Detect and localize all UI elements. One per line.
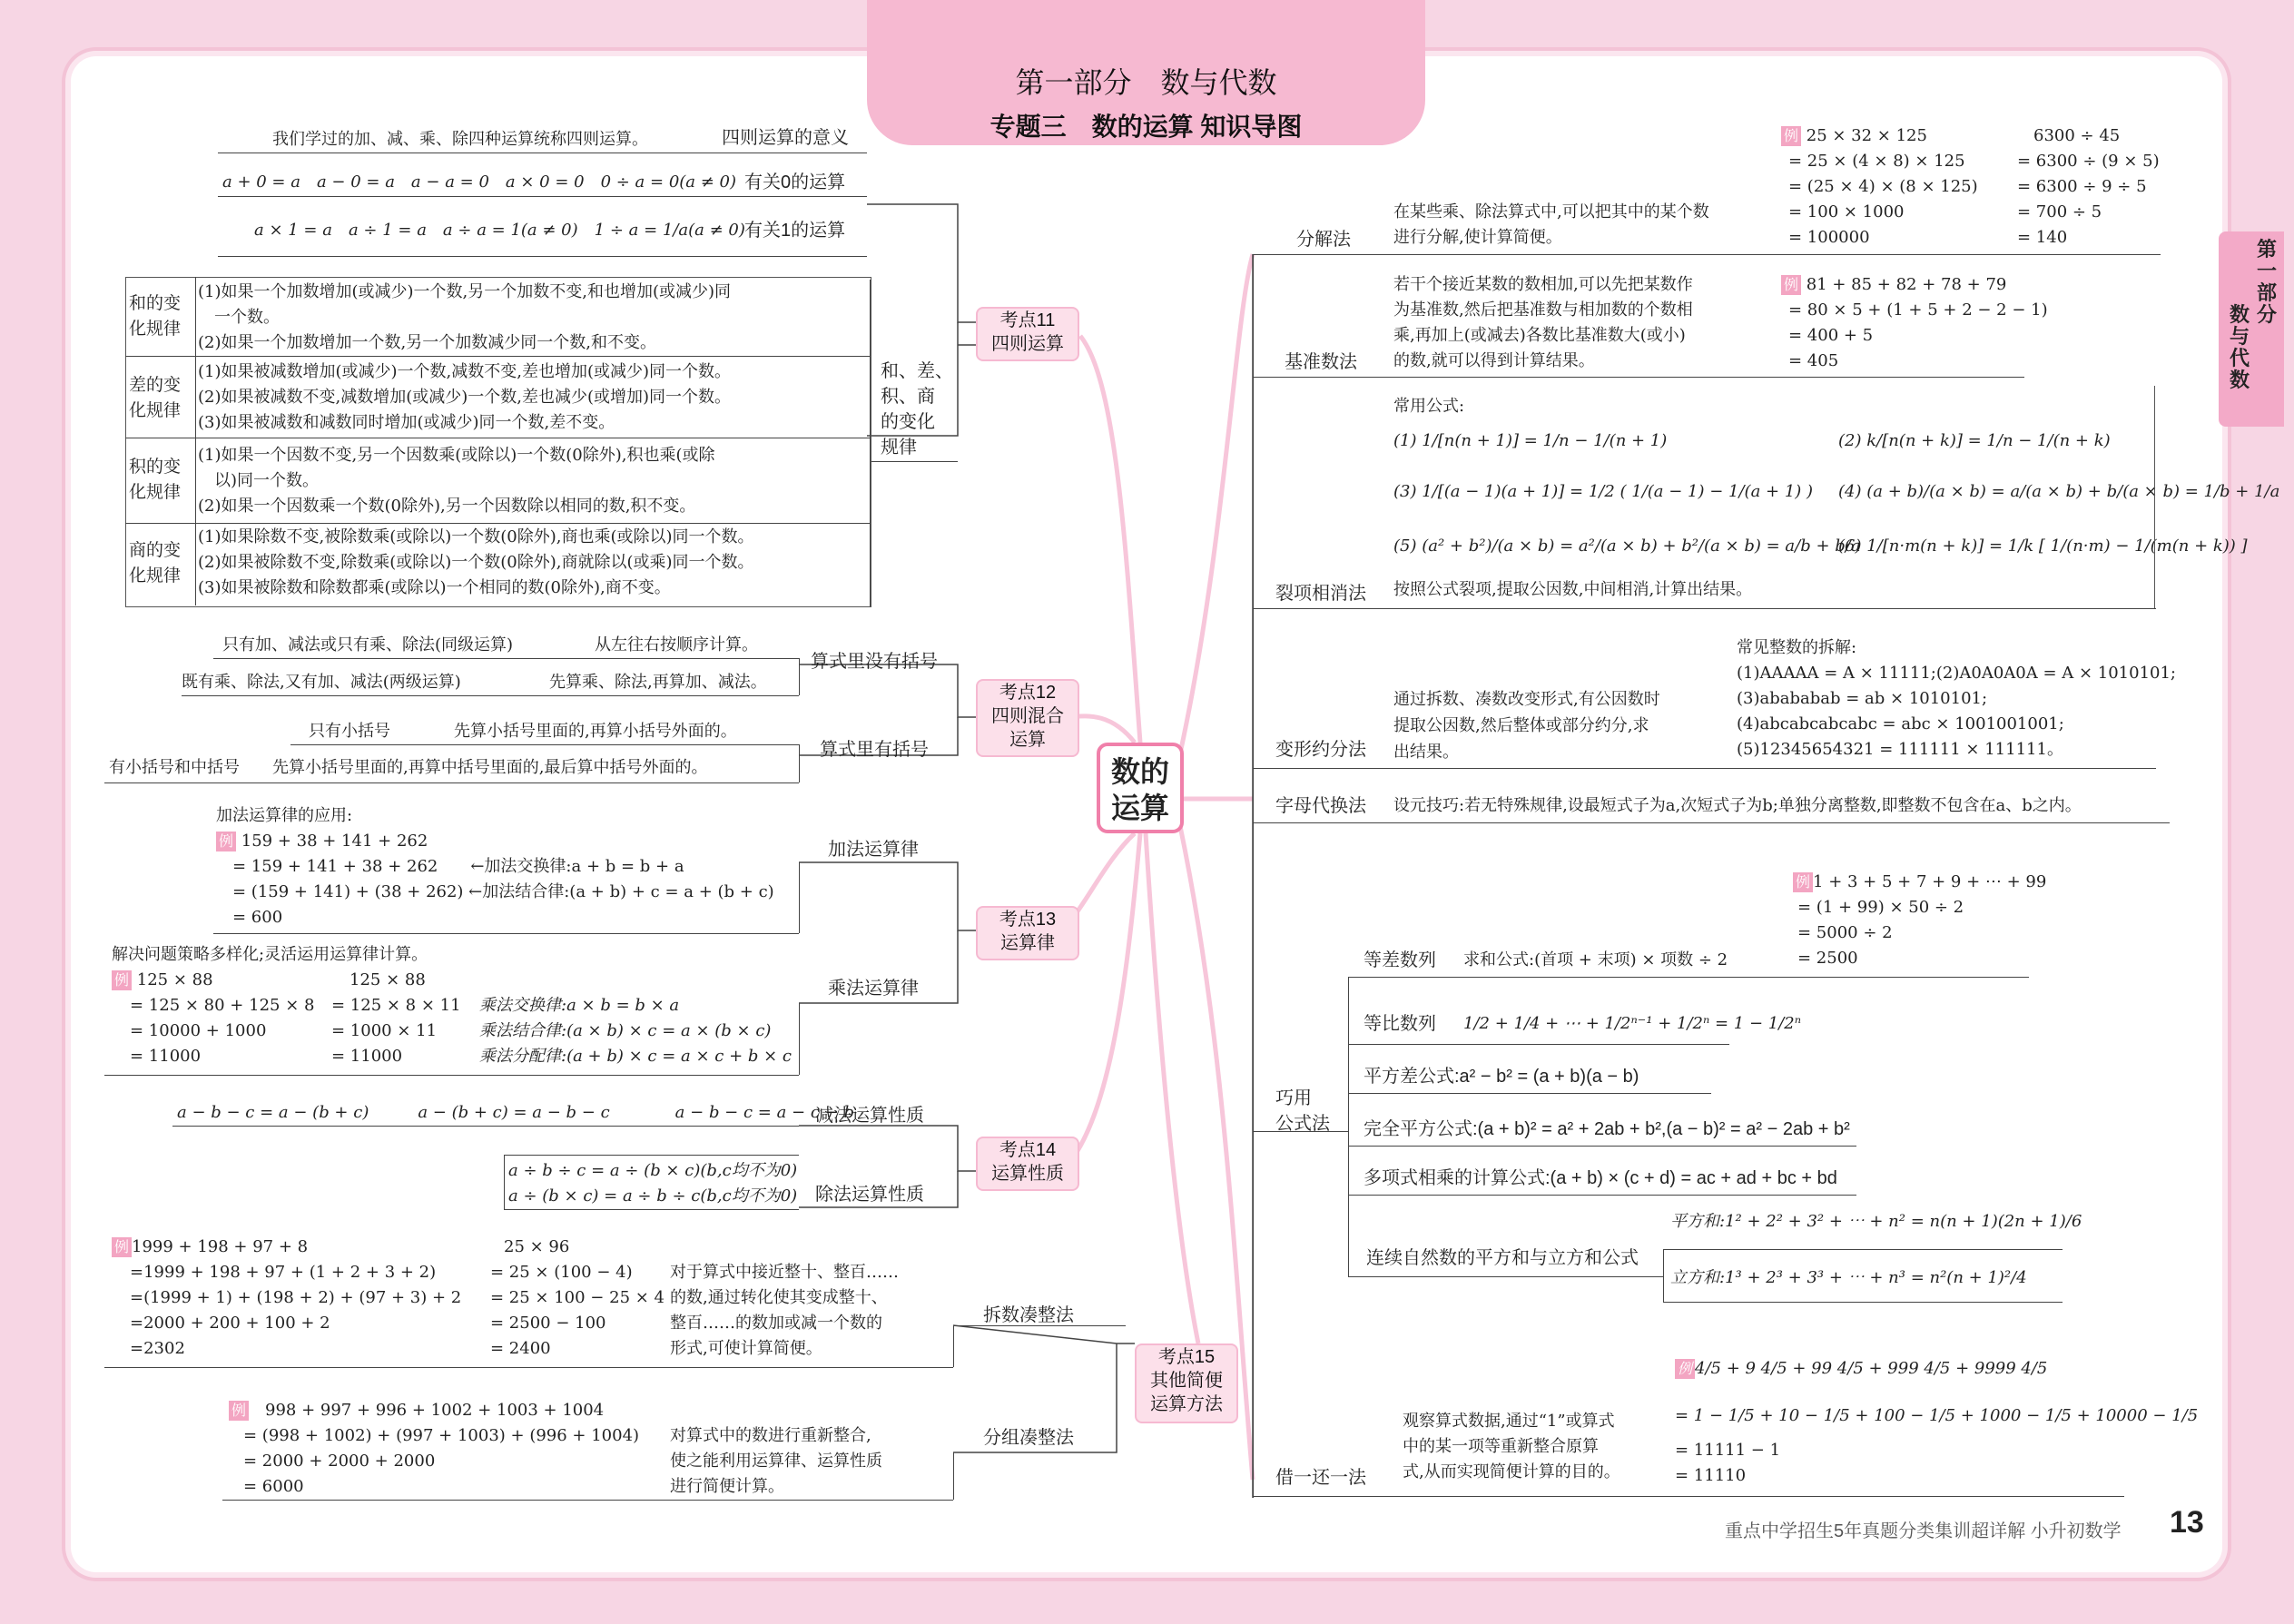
zero-rules: a + 0 = a a − 0 = a a − a = 0 a × 0 = 0 0 ÷ a = 0(a ≠ 0) [222, 172, 737, 192]
topic-title: 专题三 数的运算 知识导图 [989, 113, 1303, 141]
fj-c1-3: = (25 × 4) × (8 × 125) [1788, 177, 1978, 196]
mul-c2-2: = 125 × 8 × 11 [331, 996, 461, 1015]
zm-text: 设元技巧:若无特殊规律,设最短式子为a,次短式子为b;单独分离整数,即整数不包含在a、b之内。 [1393, 796, 2082, 815]
fj-c2-4: = 700 ÷ 5 [2017, 202, 2102, 221]
fj-c2-5: = 140 [2017, 228, 2068, 247]
sq-formula: 平方和:1² + 2² + 3² + ⋯ + n² = n(n + 1)(2n + 1)/6 [1670, 1212, 2082, 1231]
mul-c2-1: 125 × 88 [350, 970, 426, 989]
no-paren-case2: 既有乘、除法,又有加、减法(两级运算) [182, 673, 461, 692]
page-number: 13 [2170, 1505, 2204, 1540]
bx-line4: (5)12345654321 = 111111 × 111111。 [1737, 740, 2063, 759]
part-title: 第一部分 数与代数 [1015, 66, 1277, 99]
zero-label: 有关0的运算 [744, 172, 846, 192]
fj-label: 分解法 [1296, 230, 1351, 250]
one-label: 有关1的运算 [744, 221, 846, 241]
paren-label: 算式里有括号 [820, 740, 929, 760]
page: 第一部分 数与代数 专题三 数的运算 知识导图 第一部分 数与代数 数的运算 考点11 四则运算 考点12 四则混合 运算 考点13 运算律 考点14 运算性质 考点15 其他简便 运算方法 我们学过的加、减、乘、除四种运算统称四则运算。 四则运算的意义 a + 0 = a a − 0 = a a − a = 0 a × 0 = 0 0 ÷ a = 0(a ≠ 0) 有关0的运算 a × 1 = a a ÷ 1 = a a ÷ a = 1(a ≠ 0) 1 ÷ a = 1/a(a ≠ 0) 有关1的运算 和、差、 积、商 的变化 规律 和的变 化规律 (1)如果一个加数增加(或减少)一个数,另一个加数不变,和也增加(或减少)同 一个数。 (2)如果一个加数增加一个数,另一个加数减少同一个数,和不变。 差的变 化规律 (1)如果被减数增加(或减少)一个数,减数不变,差也增加(或减少)同一个数。 (2)如果被减数不变,减数增加(或减少)一个数,差也减少(或增加)同一个数。 (3)如果被减数和减数同时增加(或减少)同一个数,差不变。 积的变 化规律 (1)如果一个因数不变,另一个因数乘(或除以)一个数(0除外),积也乘(或除 以)同一个数。 (2)如果一个因数乘一个数(0除外),另一个因数除以相同的数,积不变。 商的变 化规律 (1)如果除数不变,被除数乘(或除以)一个数(0除外),商也乘(或除以)同一个数。 (2)如果被除数不变,除数乘(或除以)一个数(0除外),商就除以(或乘)同一个数。 (3)如果被除数和除数都乘(或除以)一个相同的数(0除外),商不变。 只有加、减法或只有乘、除法(同级运算) 从左往右按顺序计算。 既有乘、除法,又有加、减法(两级运算) 先算乘、除法,再算加、减法。 算式里没有括号 只有小括号 先算小括号里面的,再算小括号外面的。 有小括号和中括号 先算小括号里面的,再算中括号里面的,最后算中括号外面的。 算式里有括号 加法运算律的应用: 例 159 + 38 + 141 + 262 = 159 + 141 + 38 + 262 ←加法交换律:a + b = b + a = (159 + 141) + (38 + 262) ←加法结合律:(a + b) + c = a + (b + c) = 600 加法运算律 解决问题策略多样化;灵活运用运算律计算。 例 125 × 88 = 125 × 80 + 125 × 8 = 10000 + 1000 = 11000 125 × 88 = 125 × 8 × 11 = 1000 × 11 = 11000 乘法交换律:a × b = b × a 乘法结合律:(a × b) × c = a × (b × c) 乘法分配律:(a + b) × c = a × c + b × c 乘法运算律 a − b − c = a − (b + c) a − (b + c) = a − b − c a − b − c = a − c − b 减法运算性质 a ÷ b ÷ c = a ÷ (b × c)(b,c均不为0) a ÷ (b × c) = a ÷ b ÷ c(b,c均不为0) 除法运算性质 例 1999 + 198 + 97 + 8 =1999 + 198 + 97 + (1 + 2 + 3 + 2) =(1999 + 1) + (198 + 2) + (97 + 3) + 2 =2000 + 200 + 100 + 2 =2302 25 × 96 = 25 × (100 − 4) = 25 × 100 − 25 × 4 = 2500 − 100 = 2400 对于算式中接近整十、整百…… 的数,通过转化使其变成整十、 整百……的数加或减一个数的 形式,可使计算简便。 拆数凑整法 例 998 + 997 + 996 + 1002 + 1003 + 1004 = (998 + 1002) + (997 + 1003) + (996 + 1004) = 2000 + 2000 + 2000 = 6000 对算式中的数进行重新整合, 使之能利用运算律、运算性质 进行简便计算。 分组凑整法 分解法 在某些乘、除法算式中,可以把其中的某个数 进行分解,使计算简便。 例 25 × 32 × 125 = 25 × (4 × 8) × 125 = (25 × 4) × (8 × 125) = 100 × 1000 = 100000 6300 ÷ 45 = 6300 ÷ (9 × 5) = 6300 ÷ 9 ÷ 5 = 700 ÷ 5 = 140 基准数法 若干个接近某数的数相加,可以先把某数作 为基准数,然后把基准数与相加数的个数相 乘,再加上(或减去)各数比基准数大(或小) 的数,就可以得到计算结果。 例 81 + 85 + 82 + 78 + 79 = 80 × 5 + (1 + 5 + 2 − 2 − 1) = 400 + 5 = 405 常用公式: (1) 1/[n(n + 1)] = 1/n − 1/(n + 1) (2) k/[n(n + k)] = 1/n − 1/(n + k) (3) 1/[(a − 1)(a + 1)] = 1/2 ( 1/(a − 1) − 1/(a + 1) ) (4) (a + b)/(a × b) = a/(a × b) + b/(a × b) = 1/b + 1/a (5) (a² + b²)/(a × b) = a²/(a × b) + b²/(a × b) = a/b + b/a (6) 1/[n·m(n + k)] = 1/k [ 1/(n·m) − 1/(m(n + k)) ] 按照公式裂项,提取公因数,中间相消,计算出结果。 裂项相消法 通过拆数、凑数改变形式,有公因数时 提取公因数,然后整体或部分约分,求 出结果。 常见整数的拆解: (1)AAAAA = A × 11111;(2)A0A0A0A = A × 1010101; (3)abababab = ab × 1010101; (4)abcabcabcabc = abc × 1001001001; (5)12345654321 = 111111 × 111111。 变形约分法 字母代换法 设元技巧:若无特殊规律,设最短式子为a,次短式子为b;单独分离整数,即整数不包含在a、b之内。 例 1 + 3 + 5 + 7 + 9 + ⋯ + 99 = (1 + 99) × 50 ÷ 2 = 5000 ÷ 2 = 2500 等差数列 求和公式:(首项 + 末项) × 项数 ÷ 2 等比数列 1/2 + 1/4 + ⋯ + 1/2ⁿ⁻¹ + 1/2ⁿ = 1 − 1/2ⁿ 平方差公式:a² − b² = (a + b)(a − b) 完全平方公式:(a + b)² = a² + 2ab + b²,(a − b)² = a² − 2ab + b² 多项式相乘的计算公式:(a + b) × (c + d) = ac + ad + bc + bd 平方和:1² + 2² + 3² + ⋯ + n² = n(n + 1)(2n + 1)/6 立方和:1³ + 2³ + 3³ + ⋯ + n³ = n²(n + 1)²/4 连续自然数的平方和与立方和公式 巧用 公式法 例 4/5 + 9 4/5 + 99 4/5 + 999 4/5 + 9999 4/5 = 1 − 1/5 + 10 − 1/5 + 100 − 1/5 + 1000 − 1/5 + 10000 − 1/5 = 11111 − 1 = 11110 观察算式数据,通过“1”或算式 中的某一项等重新整合原算 式,从而实现简便计算的目的。 借一还一法 重点中学招生5年真题分类集训超详解 小升初数学 13 [0, 0, 2294, 1624]
split-c2-4: = 2500 − 100 [490, 1314, 606, 1333]
group-explain: 对算式中的数进行重新整合, 使之能利用运算律、运算性质 进行简便计算。 [670, 1426, 882, 1496]
jz-label: 基准数法 [1285, 352, 1357, 372]
quot-rules: (1)如果除数不变,被除数乘(或除以)一个数(0除外),商也乘(或除以)同一个数。 (2)如果被除数不变,除数乘(或除以)一个数(0除外),商就除以(或乘)同一个数。 (3)如果被除数和除数都乘(或除以)一个相同的数(0除外),商不变。 [198, 527, 754, 597]
fj-c2-1: 6300 ÷ 45 [2033, 126, 2121, 145]
mul-law2: 乘法结合律:(a × b) × c = a × (b × c) [479, 1021, 772, 1040]
diff-rules: (1)如果被减数增加(或减少)一个数,减数不变,差也增加(或减少)同一个数。 (2)如果被减数不变,减数增加(或减少)一个数,差也减少(或增加)同一个数。 (3)如果被减数和减数同时增加(或减少)同一个数,差不变。 [198, 362, 732, 432]
div-rule2: a ÷ (b × c) = a ÷ b ÷ c(b,c均不为0) [508, 1186, 798, 1206]
center-node: 数的运算 [1097, 743, 1184, 833]
dc-formula: 求和公式:(首项 + 末项) × 项数 ÷ 2 [1463, 950, 1728, 969]
split-c2-5: = 2400 [490, 1339, 551, 1358]
db-label: 等比数列 [1364, 1014, 1436, 1034]
no-paren-rule1: 从左往右按顺序计算。 [595, 635, 758, 655]
paren-rule1: 先算小括号里面的,再算小括号外面的。 [454, 722, 737, 741]
dx-formula: 多项式相乘的计算公式:(a + b) × (c + d) = ac + ad + bc + bd [1364, 1168, 1837, 1188]
meaning-text: 我们学过的加、减、乘、除四种运算统称四则运算。 [272, 130, 648, 149]
fj-c1-4: = 100 × 1000 [1788, 202, 1905, 221]
group-line2: = (998 + 1002) + (997 + 1003) + (996 + 1004) [243, 1426, 640, 1445]
jz-line4: = 405 [1788, 351, 1839, 370]
lx-formula5: (5) (a² + b²)/(a × b) = a²/(a × b) + b²/(a × b) = a/b + b/a [1393, 536, 1861, 556]
bx-line1: (1)AAAAA = A × 11111;(2)A0A0A0A = A × 1010101; [1737, 664, 2176, 683]
paren-case1: 只有小括号 [309, 722, 390, 741]
zm-label: 字母代换法 [1275, 796, 1366, 816]
bx-text: 通过拆数、凑数改变形式,有公因数时 提取公因数,然后整体或部分约分,求 出结果。 [1393, 690, 1660, 762]
footer: 重点中学招生5年真题分类集训超详解 小升初数学 [1725, 1521, 2122, 1541]
split-c1-5: =2302 [130, 1339, 185, 1358]
sum-rules: (1)如果一个加数增加(或减少)一个数,另一个加数不变,和也增加(或减少)同 一个数。 (2)如果一个加数增加一个数,另一个加数减少同一个数,和不变。 [198, 282, 732, 352]
dc-label: 等差数列 [1364, 950, 1436, 970]
paren-rule2: 先算小括号里面的,再算中括号里面的,最后算中括号外面的。 [272, 758, 708, 777]
header-tab [867, 0, 1425, 145]
sum-label: 和的变 化规律 [129, 293, 182, 339]
mul-c2-4: = 11000 [331, 1047, 403, 1066]
side-tab-topic: 数与代数 [2229, 303, 2250, 391]
split-c1-3: =(1999 + 1) + (198 + 2) + (97 + 3) + 2 [130, 1288, 462, 1307]
bx-title: 常见整数的拆解: [1737, 638, 1857, 657]
cu-formula: 立方和:1³ + 2³ + 3³ + ⋯ + n³ = n²(n + 1)²/4 [1670, 1268, 2027, 1287]
no-paren-rule2: 先算乘、除法,再算加、减法。 [549, 673, 767, 692]
split-c2-1: 25 × 96 [504, 1237, 570, 1256]
quot-label: 商的变 化规律 [129, 540, 182, 586]
prod-rules: (1)如果一个因数不变,另一个因数乘(或除以)一个数(0除外),积也乘(或除 以)同一个数。 (2)如果一个因数乘一个数(0除外),另一个因数除以相同的数,积不变。 [198, 446, 715, 516]
node-k11: 考点11 四则运算 [976, 307, 1079, 361]
div-rule1: a ÷ b ÷ c = a ÷ (b × c)(b,c均不为0) [508, 1161, 798, 1180]
add-line3: = (159 + 141) + (38 + 262) ←加法结合律:(a + b) + c = a + (b + c) [232, 882, 774, 901]
diff-label: 差的变 化规律 [129, 375, 182, 420]
jy-text: 观察算式数据,通过“1”或算式 中的某一项等重新整合原算 式,从而实现简便计算的目的。 [1403, 1412, 1620, 1481]
split-explain: 对于算式中接近整十、整百…… 的数,通过转化使其变成整十、 整百……的数加或减一个数的 形式,可使计算简便。 [670, 1263, 899, 1358]
mul-title: 解决问题策略多样化;灵活运用运算律计算。 [112, 945, 428, 964]
fj-c1-2: = 25 × (4 × 8) × 125 [1788, 152, 1965, 171]
lx-label: 裂项相消法 [1275, 584, 1366, 604]
split-label: 拆数凑整法 [983, 1305, 1074, 1325]
bx-line2: (3)abababab = ab × 1010101; [1737, 689, 1988, 708]
mul-law3: 乘法分配律:(a + b) × c = a × c + b × c [479, 1047, 793, 1066]
qy-label: 巧用 公式法 [1275, 1088, 1330, 1134]
group-label: 分组凑整法 [983, 1428, 1074, 1448]
jz-line2: = 80 × 5 + (1 + 5 + 2 − 2 − 1) [1788, 300, 2048, 320]
div-label: 除法运算性质 [815, 1185, 924, 1205]
add-label: 加法运算律 [828, 840, 919, 860]
node-k15: 考点15 其他简便 运算方法 [1135, 1343, 1238, 1423]
pf-formula: 平方差公式:a² − b² = (a + b)(a − b) [1364, 1067, 1639, 1087]
side-tab-part: 第一部分 [2256, 238, 2277, 326]
lx-formula6: (6) 1/[n·m(n + k)] = 1/k [ 1/(n·m) − 1/(m(n + k)) ] [1838, 536, 2248, 556]
split-c1-2: =1999 + 198 + 97 + (1 + 2 + 3 + 2) [130, 1263, 437, 1282]
lx-formula3: (3) 1/[(a − 1)(a + 1)] = 1/2 ( 1/(a − 1) − 1/(a + 1) ) [1393, 482, 1814, 501]
fj-c2-3: = 6300 ÷ 9 ÷ 5 [2017, 177, 2147, 196]
jy-label: 借一还一法 [1275, 1468, 1366, 1488]
fj-c1-5: = 100000 [1788, 228, 1870, 247]
db-formula: 1/2 + 1/4 + ⋯ + 1/2ⁿ⁻¹ + 1/2ⁿ = 1 − 1/2ⁿ [1463, 1014, 1802, 1033]
mul-law1: 乘法交换律:a × b = b × a [479, 996, 680, 1015]
jy-line3: = 11111 − 1 [1675, 1441, 1781, 1460]
bx-label: 变形约分法 [1275, 740, 1366, 760]
group-line4: = 6000 [243, 1477, 304, 1496]
no-paren-label: 算式里没有括号 [811, 652, 938, 672]
bx-line3: (4)abcabcabcabc = abc × 1001001001; [1737, 714, 2064, 733]
meaning-label: 四则运算的意义 [722, 128, 849, 148]
dc-line2: = (1 + 99) × 50 ÷ 2 [1797, 898, 1964, 917]
split-c1-4: =2000 + 200 + 100 + 2 [130, 1314, 330, 1333]
jz-text: 若干个接近某数的数相加,可以先把某数作 为基准数,然后把基准数与相加数的个数相 乘,再加上(或减去)各数比基准数大(或小) 的数,就可以得到计算结果。 [1393, 275, 1693, 370]
one-rules: a × 1 = a a ÷ 1 = a a ÷ a = 1(a ≠ 0) 1 ÷ a = 1/a(a ≠ 0) [254, 221, 745, 240]
wq-formula: 完全平方公式:(a + b)² = a² + 2ab + b²,(a − b)² = a² − 2ab + b² [1364, 1119, 1850, 1139]
node-k14: 考点14 运算性质 [976, 1137, 1079, 1191]
mul-c1-2: = 125 × 80 + 125 × 8 [130, 996, 315, 1015]
change-label: 和、差、 积、商 的变化 规律 [881, 361, 953, 458]
jy-line2: = 1 − 1/5 + 10 − 1/5 + 100 − 1/5 + 1000 − 1/5 + 10000 − 1/5 [1675, 1406, 2199, 1425]
add-title: 加法运算律的应用: [216, 806, 353, 825]
lx-formula4: (4) (a + b)/(a × b) = a/(a × b) + b/(a × b) = 1/b + 1/a [1838, 482, 2280, 501]
mul-c1-4: = 11000 [130, 1047, 202, 1066]
mul-label: 乘法运算律 [828, 979, 919, 999]
mul-c1-3: = 10000 + 1000 [130, 1021, 267, 1040]
prod-label: 积的变 化规律 [129, 457, 182, 502]
side-tab [2219, 231, 2284, 427]
dc-line4: = 2500 [1797, 949, 1858, 968]
lx-formula1: (1) 1/[n(n + 1)] = 1/n − 1/(n + 1) [1393, 431, 1668, 450]
sub-label: 减法运算性质 [815, 1106, 924, 1126]
fj-text: 在某些乘、除法算式中,可以把其中的某个数 进行分解,使计算简便。 [1393, 202, 1709, 247]
split-c2-2: = 25 × (100 − 4) [490, 1263, 633, 1282]
node-k12: 考点12 四则混合 运算 [976, 679, 1079, 757]
group-line3: = 2000 + 2000 + 2000 [243, 1452, 436, 1471]
node-k13: 考点13 运算律 [976, 906, 1079, 960]
jz-line3: = 400 + 5 [1788, 326, 1874, 345]
add-line4: = 600 [232, 908, 283, 927]
jy-line4: = 11110 [1675, 1466, 1747, 1485]
fj-c2-2: = 6300 ÷ (9 × 5) [2017, 152, 2160, 171]
split-c2-3: = 25 × 100 − 25 × 4 [490, 1288, 665, 1307]
mul-c2-3: = 1000 × 11 [331, 1021, 438, 1040]
sub-rules: a − b − c = a − (b + c) a − (b + c) = a − b − c a − b − c = a − c − b [177, 1103, 854, 1122]
dc-line3: = 5000 ÷ 2 [1797, 923, 1893, 942]
add-line2: = 159 + 141 + 38 + 262 ←加法交换律:a + b = b + a [232, 857, 684, 876]
lx-formula2: (2) k/[n(n + k)] = 1/n − 1/(n + k) [1838, 431, 2111, 450]
lx-title: 常用公式: [1393, 397, 1465, 416]
no-paren-case1: 只有加、减法或只有乘、除法(同级运算) [222, 635, 514, 655]
paren-case2: 有小括号和中括号 [109, 758, 240, 777]
consecutive-label: 连续自然数的平方和与立方和公式 [1366, 1248, 1639, 1268]
lx-text: 按照公式裂项,提取公因数,中间相消,计算出结果。 [1393, 580, 1753, 599]
add-example: 例 159 + 38 + 141 + 262 [216, 829, 428, 854]
